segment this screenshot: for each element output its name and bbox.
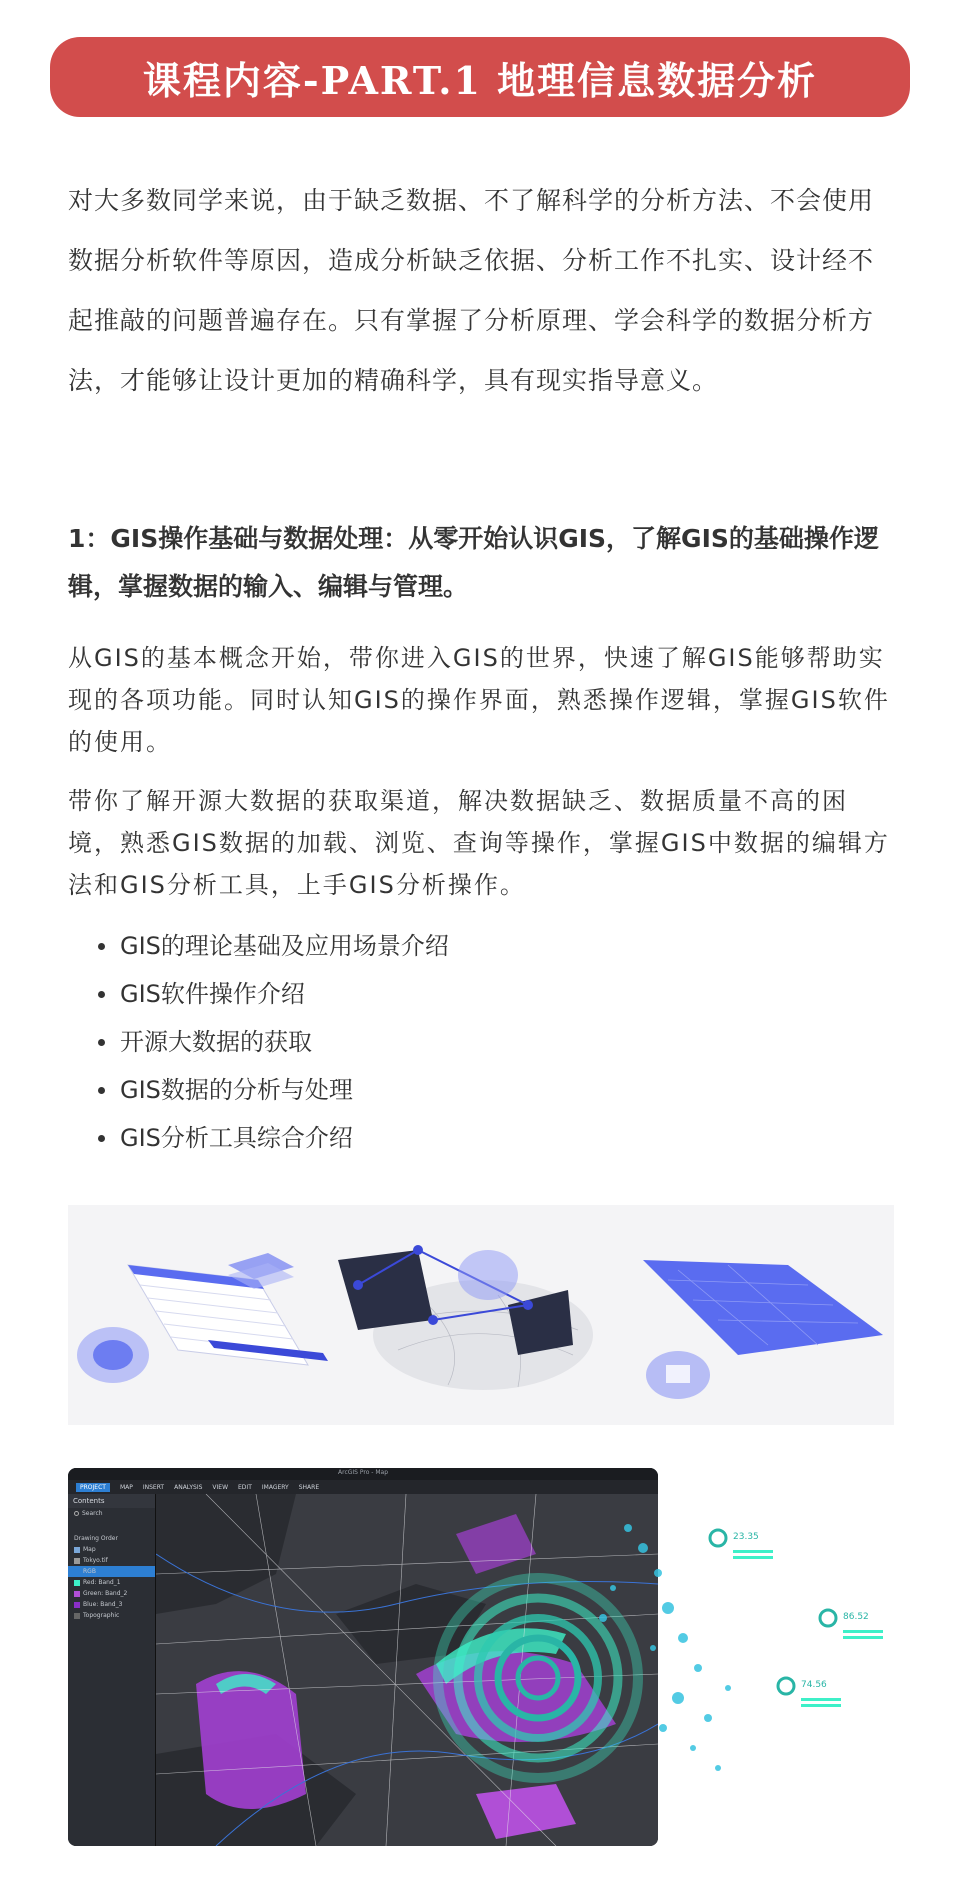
list-item: GIS分析工具综合介绍 bbox=[92, 1114, 449, 1162]
city-map-graphic bbox=[156, 1494, 658, 1846]
tab-imagery[interactable]: IMAGERY bbox=[261, 1483, 289, 1491]
tab-view[interactable]: VIEW bbox=[212, 1483, 229, 1491]
layer-item[interactable]: Tokyo.tif bbox=[68, 1555, 155, 1566]
layer-item[interactable]: Red: Band_1 bbox=[68, 1577, 155, 1588]
stat-value-3: 74.56 bbox=[801, 1680, 827, 1690]
section-paragraph-2: 带你了解开源大数据的获取渠道，解决数据缺乏、数据质量不高的困境，熟悉GIS数据的加载、浏览、查询等操作，掌握GIS中数据的编辑方法和GIS分析工具，上手GIS分析操作。 bbox=[68, 787, 890, 899]
layer-item[interactable]: Blue: Band_3 bbox=[68, 1599, 155, 1610]
bullet-icon bbox=[98, 1087, 105, 1094]
contents-panel bbox=[68, 1494, 156, 1846]
map-view[interactable] bbox=[156, 1494, 658, 1846]
section-banner bbox=[50, 37, 910, 117]
layer-swatch bbox=[74, 1602, 80, 1608]
isometric-map-illustration bbox=[643, 1260, 883, 1399]
layer-item[interactable]: Topographic bbox=[68, 1610, 155, 1621]
gis-illustration-strip bbox=[68, 1205, 894, 1425]
stat-value-2: 86.52 bbox=[843, 1612, 869, 1622]
section-paragraph-1: 从GIS的基本概念开始，带你进入GIS的世界，快速了解GIS能够帮助实现的各项功能。同时认知GIS的操作界面，熟悉操作逻辑，掌握GIS软件的使用。 bbox=[68, 644, 890, 756]
intro-paragraph: 对大多数同学来说，由于缺乏数据、不了解科学的分析方法、不会使用数据分析软件等原因，造成分析缺乏依据、分析工作不扎实、设计经不起推敲的问题普遍存在。只有掌握了分析原理、学会科学的数据分析方法，才能够让设计更加的精确科学，具有现实指导意义。 bbox=[68, 186, 875, 395]
tab-insert[interactable]: INSERT bbox=[142, 1483, 165, 1491]
layer-swatch bbox=[74, 1580, 80, 1586]
bullet-icon bbox=[98, 1135, 105, 1142]
list-item: GIS的理论基础及应用场景介绍 bbox=[92, 922, 449, 970]
layer-item[interactable]: Map bbox=[68, 1544, 155, 1555]
app-titlebar bbox=[68, 1468, 658, 1480]
list-item: GIS软件操作介绍 bbox=[92, 970, 449, 1018]
layer-swatch bbox=[74, 1613, 80, 1619]
gis-illustration-graphic bbox=[68, 1205, 894, 1425]
app-title: ArcGIS Pro - Map bbox=[338, 1469, 389, 1476]
tab-project[interactable]: PROJECT bbox=[76, 1483, 110, 1492]
tab-edit[interactable]: EDIT bbox=[238, 1483, 252, 1491]
database-table-illustration bbox=[77, 1253, 328, 1383]
tab-share[interactable]: SHARE bbox=[298, 1483, 320, 1491]
list-item: GIS数据的分析与处理 bbox=[92, 1066, 449, 1114]
layer-swatch bbox=[74, 1569, 80, 1575]
app-window bbox=[68, 1468, 658, 1846]
topic-list bbox=[92, 922, 449, 1162]
layer-swatch bbox=[74, 1591, 80, 1597]
list-item: 开源大数据的获取 bbox=[92, 1018, 449, 1066]
contents-search[interactable]: Search bbox=[68, 1508, 155, 1519]
contents-title: Contents bbox=[68, 1494, 155, 1508]
ribbon-tabs bbox=[68, 1480, 658, 1494]
bullet-icon bbox=[98, 1039, 105, 1046]
tab-analysis[interactable]: ANALYSIS bbox=[174, 1483, 203, 1491]
layer-swatch bbox=[74, 1547, 80, 1553]
section-heading: 1：GIS操作基础与数据处理：从零开始认识GIS，了解GIS的基础操作逻辑，掌握数据的输入、编辑与管理。 bbox=[68, 524, 879, 601]
layer-swatch bbox=[74, 1558, 80, 1564]
network-globe-illustration bbox=[338, 1245, 593, 1390]
search-icon bbox=[74, 1511, 79, 1516]
banner-title: 课程内容-PART.1 地理信息数据分析 bbox=[142, 57, 818, 103]
tab-map[interactable]: MAP bbox=[119, 1483, 133, 1491]
stat-value-1: 23.35 bbox=[733, 1532, 759, 1542]
layer-item[interactable]: RGB bbox=[68, 1566, 155, 1577]
bullet-icon bbox=[98, 991, 105, 998]
layer-item[interactable]: Green: Band_2 bbox=[68, 1588, 155, 1599]
drawing-order-label: Drawing Order bbox=[74, 1535, 118, 1542]
gis-software-showcase bbox=[68, 1468, 928, 1858]
bullet-icon bbox=[98, 943, 105, 950]
